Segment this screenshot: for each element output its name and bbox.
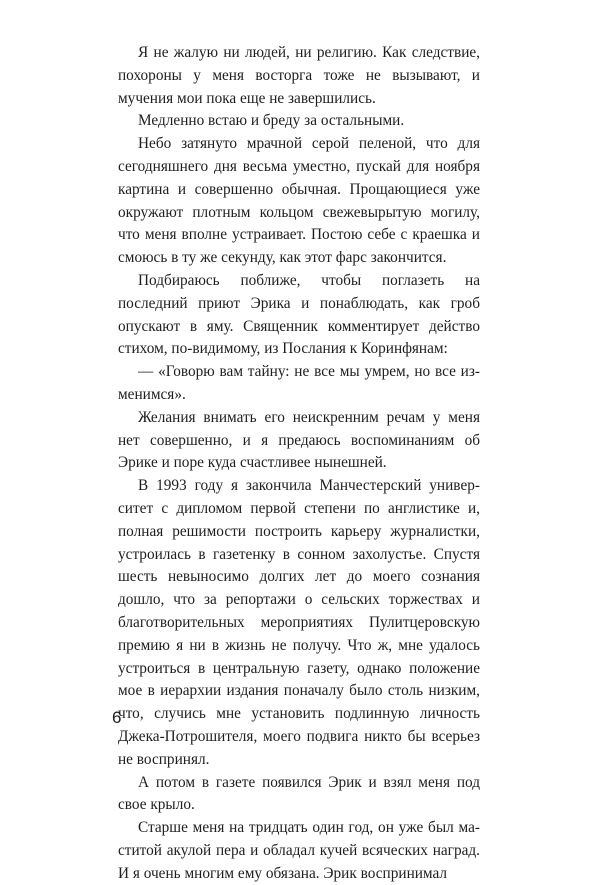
paragraph: Я не жалую ни людей, ни религию. Как следствие, похороны у меня восторга тоже не вызывают, и мучения мои пока еще не завершились. (118, 44, 480, 107)
paragraph: В 1993 году я закончила Манчестерский университет с дипломом первой степени по англистике и, полная решимости построить карьеру журналистки, устроилась в газетенку в сонном захолустье. Спустя шесть невыносимо долгих лет до моего сознания дошло, что за репортажи о сельских торжествах и благотворительных мероприятиях Пулитцеровскую премию я ни в жизнь не получу. Что ж, мне удалось устроиться в центральную газету, однако положение мое в иерархии издания поначалу было столь низким, что, случись мне установить подлинную личность Джека-Потрошителя, моего подвига никто бы всерьез не воспринял. (118, 477, 480, 768)
paragraph: Медленно встаю и бреду за остальными. (138, 112, 405, 130)
body-text (118, 42, 480, 885)
quote-paragraph: — «Говорю вам тайну: не все мы умрем, но все изменимся». (118, 363, 480, 403)
paragraph: Желания внимать его неискренним речам у меня нет совершенно, и я предаюсь воспоминаниям об Эрике и поре куда счастливее нынешней. (118, 408, 480, 472)
page-number: 6 (112, 708, 122, 727)
paragraph: Небо затянуто мрачной серой пеленой, что для сегодняшнего дня весьма уместно, пускай для ноября картина и совершенно обычная. Прощающиеся уже окружают плотным кольцом свежевырытую могилу, что меня вполне устраивает. Постою себе с краешка и смоюсь в ту же секунду, как этот фарс закончится. (118, 135, 480, 267)
paragraph: Старше меня на тридцать один год, он уже был маститой акулой пера и обладал кучей всяческих наград. И я очень многим ему обязана. Эрик воспринимал (118, 819, 480, 882)
paragraph: А потом в газете появился Эрик и взял меня под свое крыло. (118, 773, 480, 814)
paragraph: Подбираюсь поближе, чтобы поглазеть на последний приют Эрика и понаблюдать, как гроб опускают в яму. Священник комментирует действо стихом, по-видимому, из Послания к Коринфянам: (118, 271, 480, 358)
